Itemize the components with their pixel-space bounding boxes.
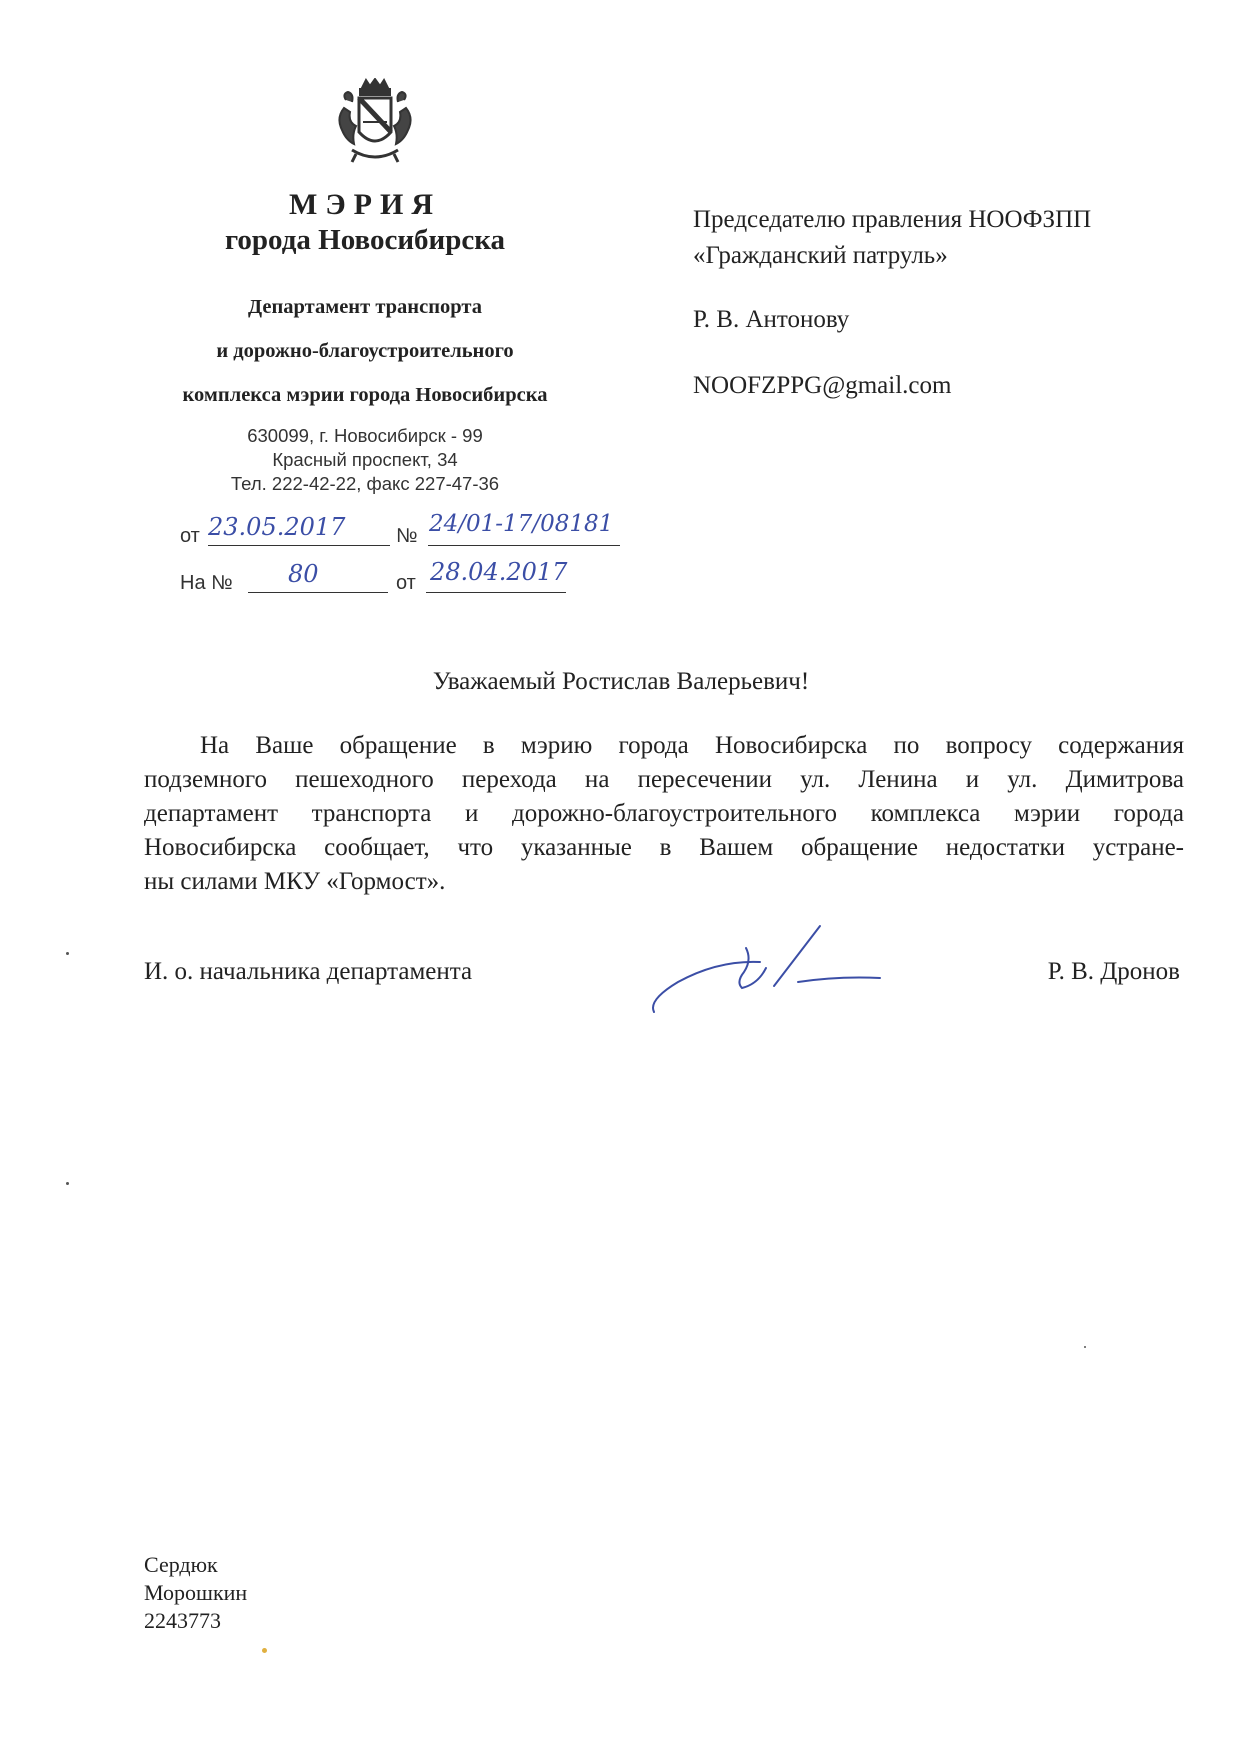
signatory-name: Р. В. Дронов: [1047, 958, 1180, 985]
body-line: Новосибирска сообщает, что указанные в Вашем обращение недостатки устране-: [144, 834, 1184, 861]
department-line: Департамент транспорта: [248, 296, 482, 318]
body-line: На Ваше обращение в мэрию города Новосибирска по вопросу содержания: [200, 732, 1184, 759]
reply-number-underline: [248, 592, 388, 593]
org-phone-line: Тел. 222-42-22, факс 227-47-36: [230, 473, 500, 494]
department-line: и дорожно-благоустроительного: [216, 340, 514, 362]
scan-speck: [66, 1182, 69, 1185]
scan-speck: [1084, 1346, 1086, 1348]
executor-name: Сердюк: [144, 1552, 218, 1577]
addressee-email: NOOFZPPG@gmail.com: [693, 372, 952, 399]
department-line: комплекса мэрии города Новосибирска: [182, 384, 548, 406]
org-address-line: Красный проспект, 34: [272, 449, 458, 470]
reply-date-label: от: [396, 572, 416, 594]
reg-date-value: 23.05.2017: [208, 513, 346, 541]
reg-number-value: 24/01-17/08181: [429, 511, 614, 537]
novosibirsk-coat-of-arms-icon: [332, 78, 418, 170]
body-line: ны силами МКУ «Гормост».: [144, 868, 446, 895]
reg-date-underline: [208, 545, 390, 546]
addressee-organization: «Гражданский патруль»: [693, 242, 948, 269]
reply-date-underline: [426, 592, 566, 593]
reply-date-value: 28.04.2017: [430, 558, 568, 586]
executor-phone: 2243773: [144, 1608, 221, 1633]
signatory-position: И. о. начальника департамента: [144, 958, 473, 985]
org-subtitle: города Новосибирска: [224, 224, 506, 256]
addressee-name: Р. В. Антонову: [693, 306, 850, 333]
scan-speck: [66, 952, 69, 955]
addressee-title: Председателю правления НООФЗПП: [693, 206, 1092, 233]
reg-number-label: №: [396, 525, 418, 547]
handwritten-signature-icon: [648, 920, 938, 1020]
body-line: подземного пешеходного перехода на пересечении ул. Ленина и ул. Димитрова: [144, 766, 1184, 793]
executor-name: Морошкин: [144, 1580, 248, 1605]
reg-date-label: от: [180, 525, 200, 547]
scan-speck: [262, 1648, 267, 1653]
reply-number-value: 80: [288, 560, 319, 588]
greeting: Уважаемый Ростислав Валерьевич!: [432, 668, 810, 695]
reg-number-underline: [428, 545, 620, 546]
body-line: департамент транспорта и дорожно-благоустроительного комплекса мэрии города: [144, 800, 1184, 827]
reply-number-label: На №: [180, 572, 233, 594]
org-title: МЭРИЯ: [289, 188, 441, 221]
org-address-line: 630099, г. Новосибирск - 99: [247, 425, 483, 446]
